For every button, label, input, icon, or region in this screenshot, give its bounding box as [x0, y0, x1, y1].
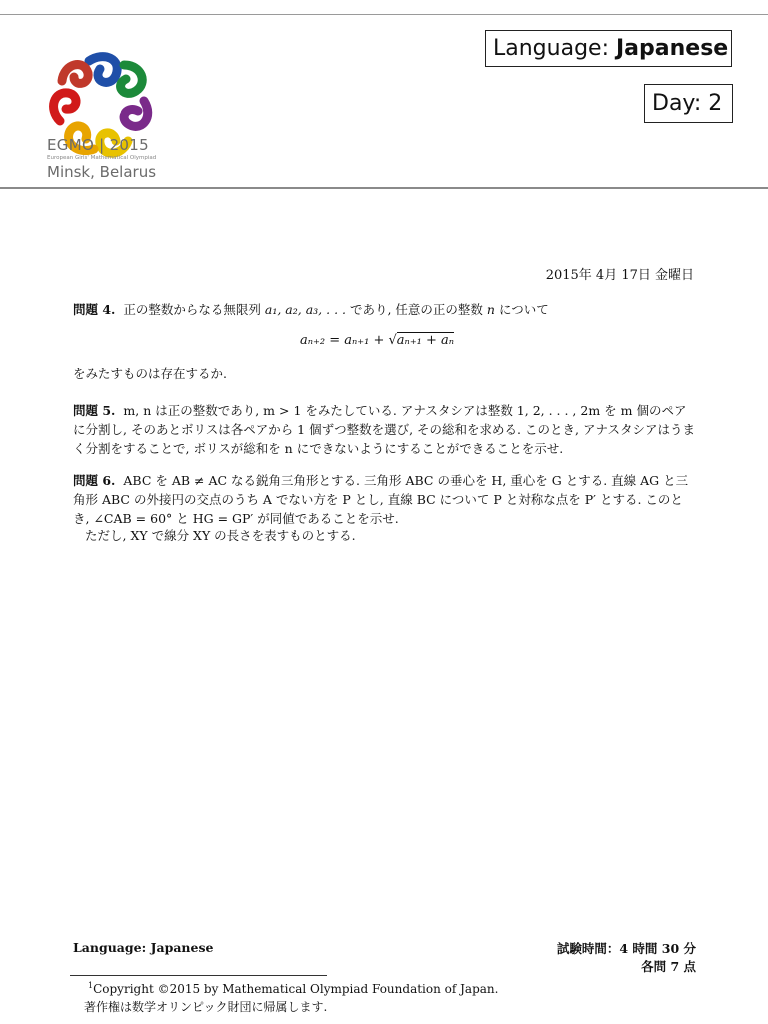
header-rule — [0, 187, 768, 189]
problem-6-note: ただし, XY で線分 XY の長さを表すものとする. — [85, 528, 356, 543]
problem-6-text: ABC を AB ≠ AC なる鋭角三角形とする. 三角形 ABC の垂心を H, 重心を G とする. 直線 AG と三角形 ABC の外接円の交点のうち A でない方を P とし, 直線 BC について P と対称な点を P′ とする. このとき, ∠CAB = 60° と HG = GP′ が同値であることを示せ. — [73, 473, 689, 526]
points-per-problem: 各問 7 点 — [641, 959, 696, 974]
problem-4: 問題 4. 正の整数からなる無限列 a₁, a₂, a₃, . . . であり, 任意の正の整数 n について — [73, 302, 549, 317]
problem-6 — [73, 471, 696, 528]
problem-4-formula: aₙ₊₂ = aₙ₊₁ + √aₙ₊₁ + aₙ — [300, 333, 455, 348]
footnote-rule — [70, 975, 327, 976]
language-box: Language: Japanese — [485, 30, 732, 67]
footer-time — [557, 940, 696, 976]
problem-5 — [73, 401, 696, 458]
exam-duration: 試験時間：4 時間 30 分 — [556, 941, 696, 956]
footnote-copyright: $^1$Copyright ©2015 by Mathematical Olympiad Foundation of Japan. — [88, 981, 499, 996]
footer-language: Language: Japanese — [73, 940, 214, 955]
problem-5-label: 問題 5. — [73, 403, 116, 418]
day-box: Day: 2 — [644, 84, 733, 123]
top-rule — [0, 14, 768, 15]
problem-4-conclusion: をみたすものは存在するか. — [73, 366, 227, 381]
logo-city: Minsk, Belarus — [47, 163, 157, 181]
logo-name: EGMO | 2015 — [47, 136, 149, 154]
logo-subtitle: European Girls' Mathematical Olympiad — [47, 155, 157, 161]
exam-date: 2015年 4月 17日 金曜日 — [545, 268, 694, 283]
footnote-copyright-jp: 著作権は数学オリンピック財団に帰属します. — [84, 1000, 328, 1014]
problem-6-label: 問題 6. — [73, 473, 116, 488]
egmo-ring-logo-icon — [44, 26, 164, 186]
problem-4-label: 問題 4. — [73, 302, 116, 317]
problem-5-text: m, n は正の整数であり, m > 1 をみたしている. アナスタシアは整数 1, 2, . . . , 2m を m 個のペアに分割し, そのあとボリスは各ペアから 1 個ずつ整数を選び, その総和を求める. このとき, アナスタシアはうまく分割をすることで, ボリスが総和を n にできないようにすることができることを示せ. — [73, 403, 695, 456]
